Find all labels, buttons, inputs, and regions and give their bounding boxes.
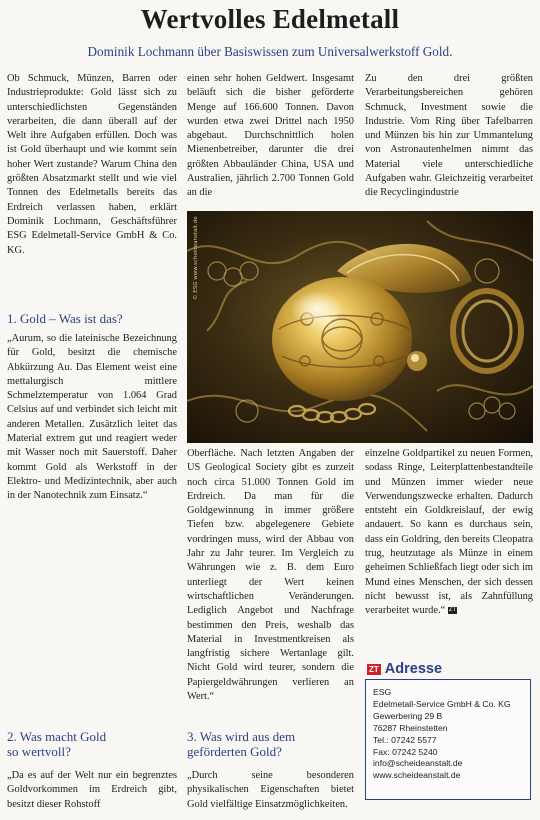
gold-jewelry-photo <box>187 211 533 443</box>
address-fax: Fax: 07242 5240 <box>373 746 438 757</box>
section-2-heading-line1: 2. Was macht Gold <box>7 729 107 744</box>
end-mark: ZT <box>448 607 457 614</box>
column-3-bottom <box>365 447 533 619</box>
section-2-body <box>7 769 177 812</box>
address-website-link[interactable]: www.scheideanstalt.de <box>373 770 461 781</box>
zt-badge: ZT <box>369 664 379 674</box>
column-3-top <box>365 72 533 201</box>
column-2-bottom <box>187 447 354 704</box>
section-2-heading-line2: so wertvoll? <box>7 744 71 759</box>
intro-paragraph <box>7 72 177 258</box>
address-box <box>365 679 531 800</box>
intro-text: Ob Schmuck, Münzen, Barren oder Industrieprodukte: Gold lässt sich zu unterschiedlichsten Gegenständen verarbeiten, die dann überall auf der Welt ihre Aufgaben erfüllen. Doch was ist Gold überhaupt und wie kommt sein hoher Wert zustande? Warum China den größten Absatzmarkt stellt und wie viel Tonnen des Edelmetalls bereits das Erdreich verlassen haben, erklärt Dominik Lochmann, Geschäftsführer ESG Edelmetall-Service GmbH & Co. KG. <box>7 73 177 256</box>
section-1-body <box>7 332 177 504</box>
address-line: Edelmetall-Service GmbH & Co. KG <box>373 698 511 709</box>
address-email-link[interactable]: info@scheideanstalt.de <box>373 758 463 769</box>
address-line: Gewerbering 29 B <box>373 710 443 721</box>
section-3-body <box>187 769 354 812</box>
section-3-heading <box>187 729 295 759</box>
section-3-text: „Durch seine besonderen physikalischen Eigenschaften bietet Gold vielfältige Einsatzmöglichkeiten. <box>187 770 354 810</box>
address-header <box>367 661 442 677</box>
column-2-bottom-text: Oberfläche. Nach letzten Angaben der US Geological Society gibt es zurzeit noch circa 51.000 Tonnen Gold im Erdreich. Da man für die Goldgewinnung in immer größere Tiefen bzw. abgelegenere Gebiete vordringen muss, wird der Abbau von Jahr zu Jahr teurer. Im Vergleich zu Währungen wie z. B. dem Euro unterliegt der Wert keinen wirtschaftlichen Veränderungen. Lediglich Angebot und Nachfrage bestimmen den Preis, weshalb das Material in Investmentkreisen als langfristig sichere Wertanlage gilt. Nicht Gold wird teurer, sondern die Papiergeldwährungen verlieren an Wert.“ <box>187 448 354 703</box>
column-3-bottom-text: einzelne Goldpartikel zu neuen Formen, sodass Ringe, Leiterplattenbestandteile und Münzen immer wieder neue Verwendungszwecke erhalten. Dadurch entsteht ein Goldkreislauf, der ewig andauert. So kann es durchaus sein, dass ein Goldring, den bereits Cleopatra trug, heutzutage als Münze in einem geheimen Schließfach liegt oder sich im Mund eines Menschen, der sich dessen nicht bewusst ist, als Zahnfüllung verarbeitet wurde.“ <box>365 448 533 617</box>
section-2-heading <box>7 729 106 759</box>
column-3-top-text: Zu den drei größten Verarbeitungsbereichen gehören Schmuck, Investment sowie die Industrie. Vom Ring über Tafelbarren und Münzen bis hin zur Ummantelung von Astronautenhelmen nimmt das Material viele unterschiedliche Aufgaben wahr. Gleichzeitig verarbeitet die Recyclingindustrie <box>365 73 533 199</box>
address-title: Adresse <box>384 661 443 677</box>
section-3-heading-line1: 3. Was wird aus dem <box>187 729 296 744</box>
photo-credit: © ESG www.scheideanstalt.de <box>193 216 199 300</box>
address-line: 76287 Rheinstetten <box>373 722 448 733</box>
column-2-top-text: einen sehr hohen Geldwert. Insgesamt beläuft sich die bisher geförderte Menge auf 166.600 Tonnen. Davon wurden etwa zwei Drittel nach 1950 abgebaut. Durchschnittlich holen Mienenbetreiber, darunter die drei größten Abbauländer China, USA und Australien, jährlich 2.700 Tonnen Gold an die <box>187 73 354 199</box>
section-3-heading-line2: geförderten Gold? <box>187 744 282 759</box>
address-line: ESG <box>373 687 392 697</box>
address-phone: Tel.: 07242 5577 <box>373 734 437 745</box>
section-1-text: „Aurum, so die lateinische Bezeichnung für Gold, besitzt die chemische Abkürzung Au. Das Element weist eine mettalurgisch mittlere Schmelztemperatur von 1.064 Grad Celsius auf und verbindet sich leicht mit anderen Metallen. Zusätzlich leitet das Material extrem gut und reagiert weder mit Wasser noch mit Sauerstoff. Daher kommt Gold als Werkstoff in der Elektro- und Medizintechnik, aber auch in der Nanotechnik zum Einsatz.“ <box>7 333 177 502</box>
article-subtitle: Dominik Lochmann über Basiswissen zum Universalwerkstoff Gold. <box>87 44 453 59</box>
article-title: Wertvolles Edelmetall <box>140 4 400 34</box>
column-2-top <box>187 72 354 201</box>
section-2-text: „Da es auf der Welt nur ein begrenztes Goldvorkommen im Erdreich gibt, besitzt dieser Rohstoff <box>7 770 177 810</box>
section-1-heading: 1. Gold – Was ist das? <box>7 311 123 326</box>
